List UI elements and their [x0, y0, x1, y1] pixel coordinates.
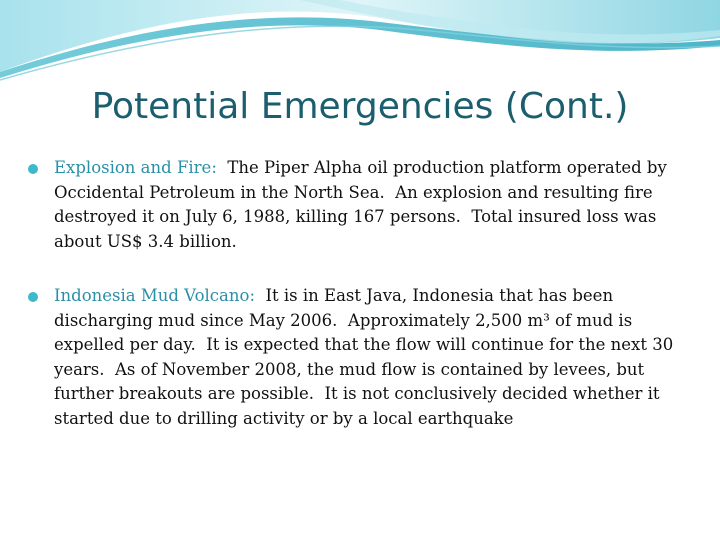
- bullet-dot-icon: [28, 292, 38, 302]
- bullet-body: The Piper Alpha oil production platform operated by Occidental Petroleum in the North Sea. An explosion and resulting fire destroyed it on July 6, 1988, killing 167 persons. Total insured loss was about US$ 3.4 billion.: [54, 158, 673, 251]
- bullet-dot-icon: [28, 164, 38, 174]
- bullet-item-mud-volcano: [22, 284, 702, 431]
- bullet-item-explosion-fire: [22, 156, 702, 254]
- bullet-lead: Explosion and Fire:: [54, 158, 217, 177]
- bullet-list: [22, 156, 702, 453]
- slide-title: Potential Emergencies (Cont.): [91, 86, 629, 127]
- bullet-lead: Indonesia Mud Volcano:: [54, 286, 255, 305]
- bullet-body: It is in East Java, Indonesia that has been discharging mud since May 2006. Approximately 2,500 m³ of mud is expelled per day. It is expected that the flow will continue for the next 30 years. As of November 2008, the mud flow is contained by levees, but further breakouts are possible. It is not conclusively decided whether it started due to drilling activity or by a local earthquake: [54, 286, 679, 428]
- header-wave-decoration: [0, 0, 720, 90]
